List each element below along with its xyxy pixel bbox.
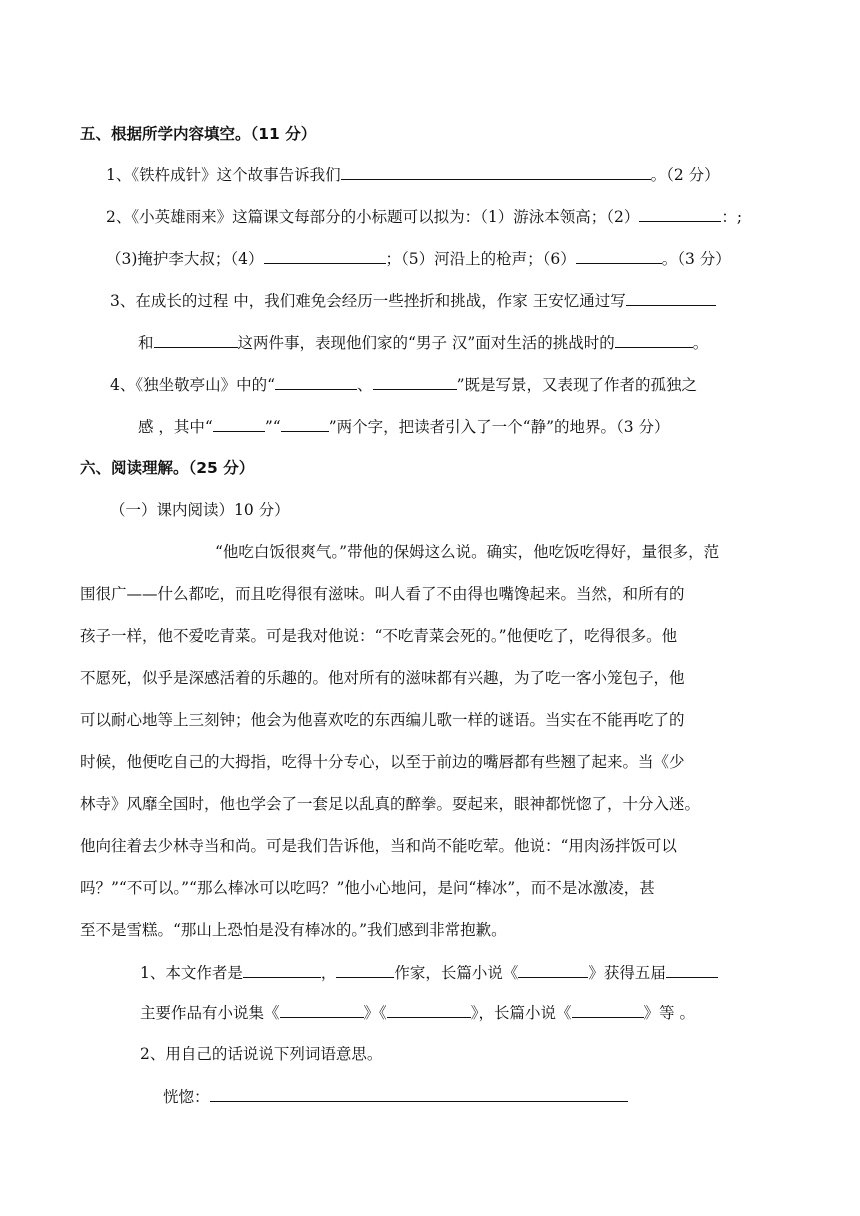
answer-blank[interactable] <box>639 206 721 222</box>
question-3-text: 3、在成长的过程 中，我们难免会经历一些挫折和挑战，作家 王安忆通过写 <box>110 292 626 310</box>
answer-blank[interactable] <box>154 332 238 348</box>
question-2-punct: ：; <box>721 208 743 226</box>
reading-question-1-line-1 <box>140 962 718 983</box>
question-3-line-1 <box>110 290 716 311</box>
passage-line: 不愿死，似乎是深感活着的乐趣的。他对所有的滋味都有兴趣，为了吃一客小笼包子，他 <box>80 669 685 687</box>
reading-question-1-sep: ， <box>320 964 337 982</box>
question-3-text-2: 和 <box>138 334 154 352</box>
passage-line: 围很广——什么都吃，而且吃得很有滋味。叫人看了不由得也嘴馋起来。当然，和所有的 <box>80 585 685 603</box>
reading-question-1-line-2 <box>140 1002 695 1023</box>
word-label: 恍惚： <box>163 1088 210 1106</box>
answer-blank[interactable] <box>336 962 394 978</box>
passage-line: 他向往着去少林寺当和尚。可是我们告诉他，当和尚不能吃荤。他说：“用肉汤拌饭可以 <box>80 837 677 855</box>
passage-line: 至不是雪糕。“那山上恐怕是没有棒冰的。”我们感到非常抱歉。 <box>80 921 507 939</box>
answer-blank[interactable] <box>213 416 265 432</box>
reading-question-2: 2、用自己的话说说下列词语意思。 <box>140 1045 383 1063</box>
answer-blank[interactable] <box>281 416 329 432</box>
question-2-score: 。（3 分） <box>661 250 731 268</box>
passage-line: 可以耐心地等上三刻钟；他会为他喜欢吃的东西编儿歌一样的谜语。当实在不能再吃了的 <box>80 711 685 729</box>
question-1-score: 。（2 分） <box>650 166 720 184</box>
question-4-text-4: ”“ <box>264 418 281 436</box>
passage-line: 时候，他便吃自己的大拇指，吃得十分专心，以至于前边的嘴唇都有些翘了起来。当《少 <box>80 753 685 771</box>
answer-blank[interactable] <box>341 164 651 180</box>
question-1-text: 1、《铁杵成针》这个故事告诉我们 <box>106 166 341 184</box>
answer-blank[interactable] <box>518 962 588 978</box>
answer-blank[interactable] <box>387 1002 471 1018</box>
question-3-end: 。 <box>692 334 709 352</box>
question-1 <box>106 164 720 185</box>
question-4-line-1 <box>110 374 697 395</box>
answer-blank[interactable] <box>615 332 693 348</box>
reading-question-1-text-3: 》获得五届 <box>588 964 666 982</box>
passage-line: 孩子一样，他不爱吃青菜。可是我对他说：“不吃青菜会死的。”他便吃了，吃得很多。他 <box>80 627 678 645</box>
section6-subheading: （一）课内阅读）10 分） <box>110 501 290 519</box>
answer-blank[interactable] <box>666 962 718 978</box>
passage-line: 吗？”“不可以。”“那么棒冰可以吃吗？”他小心地问，是问“棒冰”，而不是冰激凌，甚 <box>80 879 655 897</box>
answer-blank[interactable] <box>243 962 321 978</box>
question-2-text: 2、《小英雄雨来》这篇课文每部分的小标题可以拟为：（1）游泳本领高；（2） <box>106 208 640 226</box>
reading-question-1-text-6: 》等 。 <box>643 1004 695 1022</box>
question-2-text-3: ；（5）河沿上的枪声；（6） <box>385 250 576 268</box>
question-3-text-3: 这两件事，表现他们家的“男子 汉”面对生活的挑战时的 <box>237 334 615 352</box>
reading-question-1-text-4: 主要作品有小说集《 <box>140 1004 280 1022</box>
question-2-line-2 <box>106 248 731 269</box>
section6-heading: 六、阅读理解。（25 分） <box>80 459 255 477</box>
answer-blank[interactable] <box>264 248 386 264</box>
answer-blank[interactable] <box>280 1002 364 1018</box>
reading-question-1-text: 1、本文作者是 <box>140 964 243 982</box>
answer-blank[interactable] <box>576 248 662 264</box>
question-4-text-3: 感 ，其中“ <box>138 418 213 436</box>
question-2-line-1 <box>106 206 742 227</box>
answer-blank[interactable] <box>626 290 716 306</box>
question-2-text-2: （3)掩护李大叔；（4） <box>106 250 264 268</box>
reading-question-2-item <box>163 1086 628 1107</box>
question-4-text-5: ”两个字，把读者引入了一个“静”的地界。（3 分） <box>328 418 670 436</box>
reading-question-1-text-2: 作家，长篇小说《 <box>394 964 519 982</box>
answer-blank[interactable] <box>373 374 457 390</box>
answer-blank[interactable] <box>210 1086 628 1102</box>
passage-line: 林寺》风靡全国时，他也学会了一套足以乱真的醉拳。耍起来，眼神都恍惚了，十分入迷。 <box>80 795 701 813</box>
question-4-text: 4、《独坐敬亭山》中的“ <box>110 376 276 394</box>
question-4-sep: 、 <box>357 376 373 394</box>
question-3-line-2 <box>138 332 708 353</box>
answer-blank[interactable] <box>572 1002 644 1018</box>
question-4-line-2 <box>138 416 670 437</box>
reading-question-1-text-5: 》，长篇小说《 <box>470 1004 572 1022</box>
answer-blank[interactable] <box>275 374 357 390</box>
reading-question-1-sep-2: 》《 <box>363 1004 387 1022</box>
passage-line: “他吃白饭很爽气。”带他的保姆这么说。确实，他吃饭吃得好，量很多，范 <box>215 543 720 561</box>
question-4-text-2: ”既是写景，又表现了作者的孤独之 <box>456 376 697 394</box>
section5-heading: 五、根据所学内容填空。（11 分） <box>80 125 317 143</box>
